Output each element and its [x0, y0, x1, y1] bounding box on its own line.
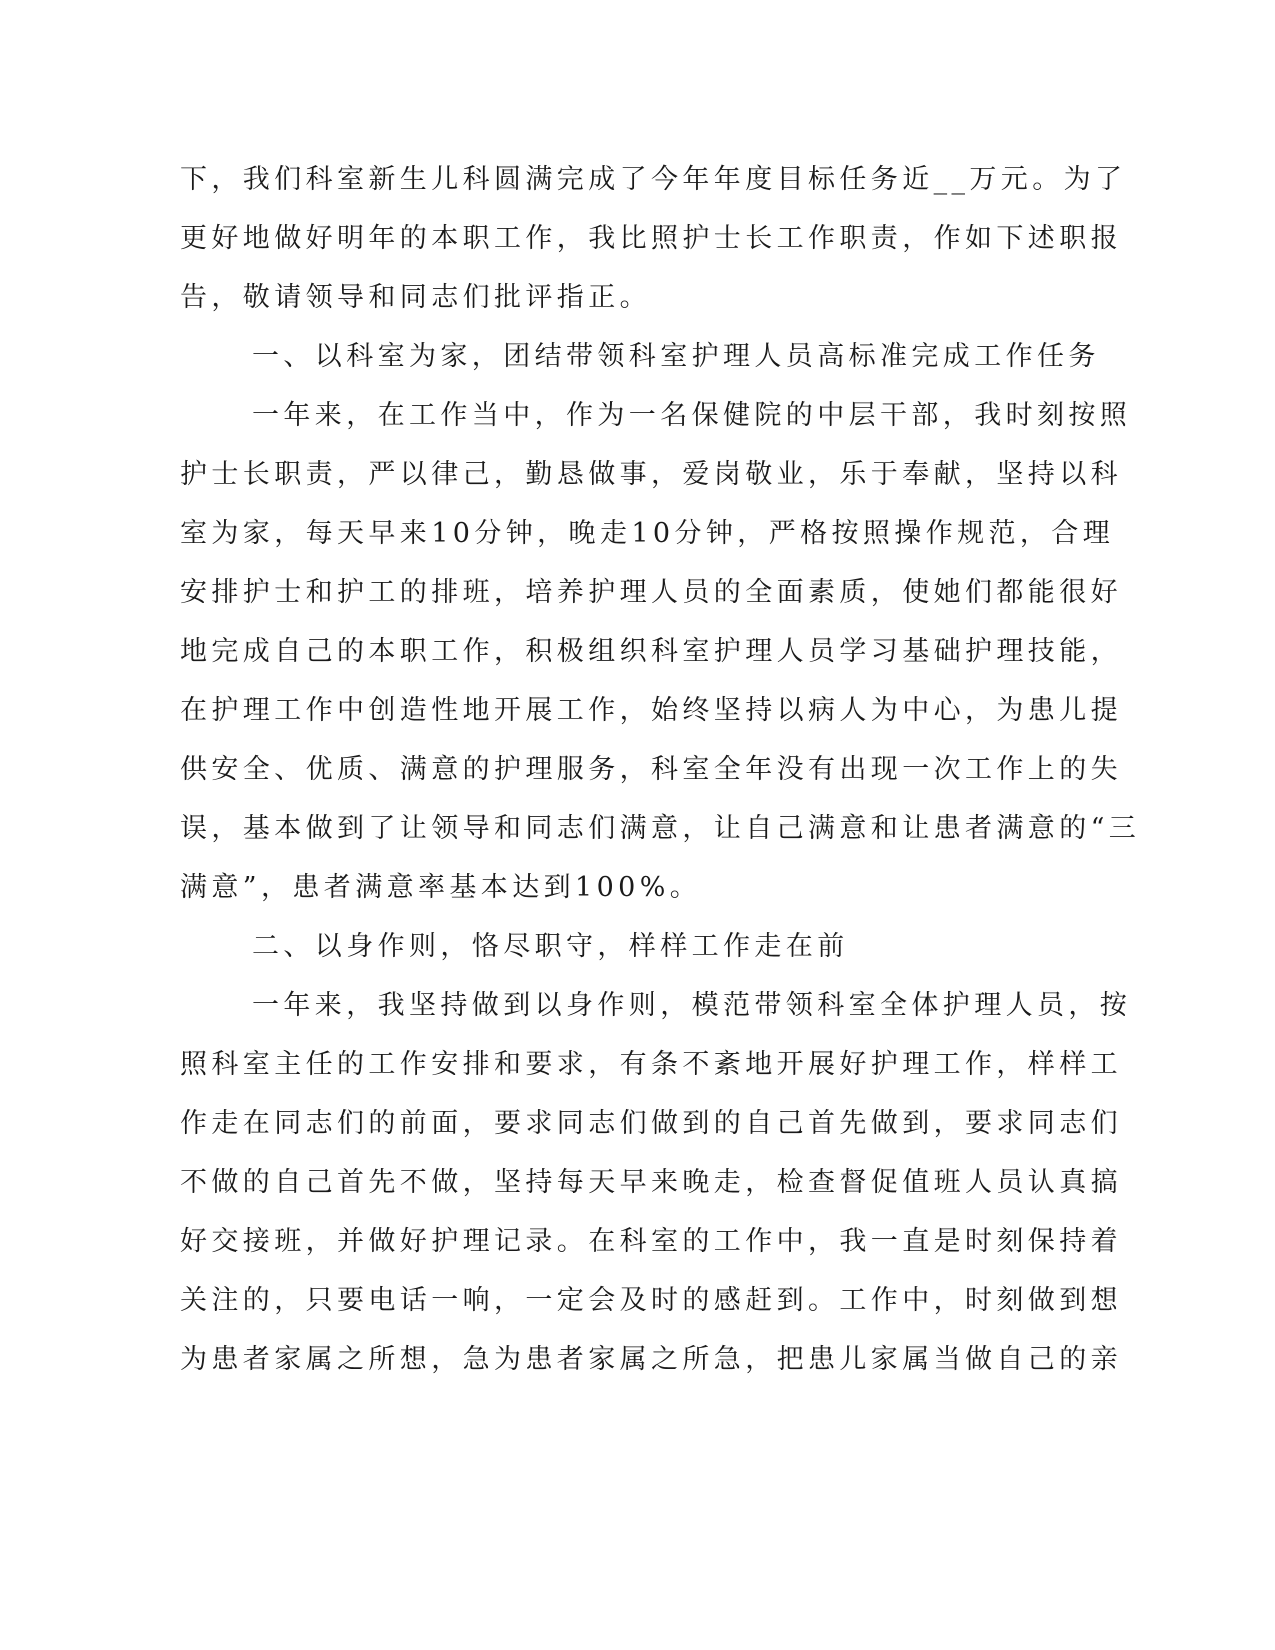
text-line: 室为家，每天早来10分钟，晚走10分钟，严格按照操作规范，合理 [180, 518, 1115, 549]
text-line: 地完成自己的本职工作，积极组织科室护理人员学习基础护理技能， [180, 636, 1122, 667]
text-line: 照科室主任的工作安排和要求，有条不紊地开展好护理工作，样样工 [180, 1049, 1122, 1080]
text-line: 供安全、优质、满意的护理服务，科室全年没有出现一次工作上的失 [180, 754, 1122, 785]
text-line: 告，敬请领导和同志们批评指正。 [180, 282, 651, 313]
text-line: 关注的，只要电话一响，一定会及时的感赶到。工作中，时刻做到想 [180, 1285, 1122, 1316]
text-line: 一年来，我坚持做到以身作则，模范带领科室全体护理人员，按 [252, 990, 1132, 1021]
section-heading: 一、以科室为家，团结带领科室护理人员高标准完成工作任务 [252, 341, 1100, 372]
text-line: 更好地做好明年的本职工作，我比照护士长工作职责，作如下述职报 [180, 223, 1122, 254]
text-line: 下，我们科室新生儿科圆满完成了今年年度目标任务近__万元。为了 [180, 164, 1127, 195]
text-line: 一年来，在工作当中，作为一名保健院的中层干部，我时刻按照 [252, 400, 1132, 431]
text-line: 在护理工作中创造性地开展工作，始终坚持以病人为中心，为患儿提 [180, 695, 1122, 726]
text-line: 好交接班，并做好护理记录。在科室的工作中，我一直是时刻保持着 [180, 1226, 1122, 1257]
text-line: 作走在同志们的前面，要求同志们做到的自己首先做到，要求同志们 [180, 1108, 1122, 1139]
text-line: 不做的自己首先不做，坚持每天早来晚走，检查督促值班人员认真搞 [180, 1167, 1122, 1198]
text-line: 护士长职责，严以律己，勤恳做事，爱岗敬业，乐于奉献，坚持以科 [180, 459, 1122, 490]
section-heading: 二、以身作则，恪尽职守，样样工作走在前 [252, 931, 849, 962]
text-line: 安排护士和护工的排班，培养护理人员的全面素质，使她们都能很好 [180, 577, 1122, 608]
text-line: 满意”，患者满意率基本达到100%。 [180, 872, 702, 903]
text-line: 为患者家属之所想，急为患者家属之所急，把患儿家属当做自己的亲 [180, 1344, 1122, 1375]
text-line: 误，基本做到了让领导和同志们满意，让自己满意和让患者满意的“三 [180, 813, 1141, 844]
